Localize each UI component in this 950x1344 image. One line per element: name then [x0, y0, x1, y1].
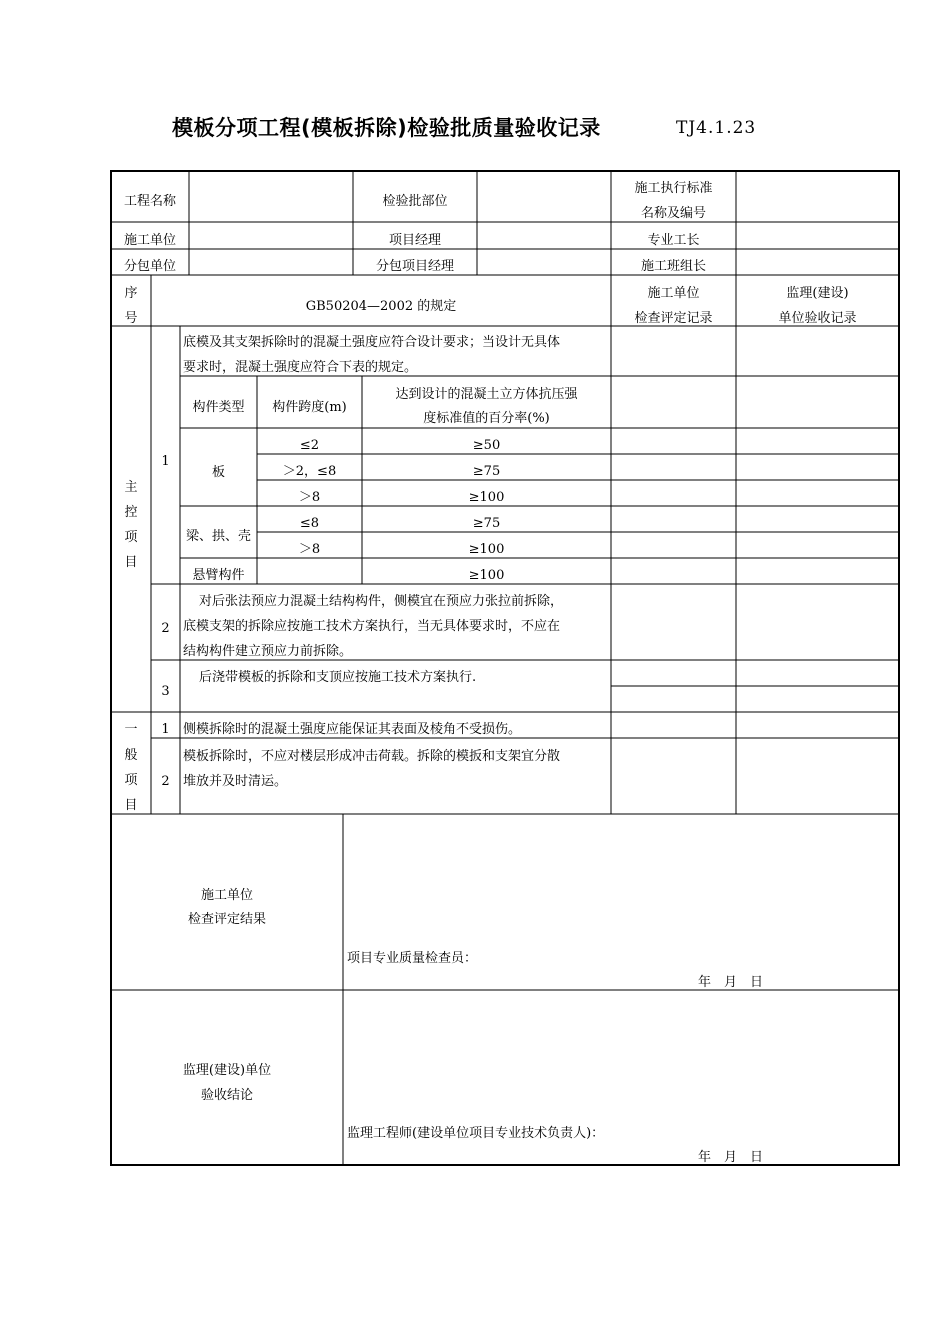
inspection-part-label: 检验批部位 [382, 194, 448, 209]
main-control-label-4: 目 [124, 555, 138, 570]
main-item-2-text-2: 底模支架的拆除应按施工技术方案执行，当无具体要求时，不应在 [183, 619, 561, 634]
row-type-beam: 梁、拱、壳 [185, 529, 251, 544]
general-label-4: 目 [124, 798, 138, 813]
main-item-1-no: 1 [161, 454, 170, 469]
check-header-1: 施工单位 [647, 286, 700, 301]
general-label-2: 般 [124, 748, 138, 763]
main-control-label-3: 项 [124, 530, 138, 545]
result-signer: 项目专业质量检查员： [347, 951, 478, 966]
seq-header-2: 号 [124, 311, 138, 326]
general-label-3: 项 [124, 773, 138, 788]
row-1-span: ≤2 [299, 438, 320, 453]
supervise-header-1: 监理(建设) [786, 286, 849, 301]
general-item-2-text-1: 模板拆除时，不应对楼层形成冲击荷载。拆除的模扳和支架宜分散 [183, 749, 561, 764]
project-name-label: 工程名称 [123, 194, 176, 209]
foreman-label: 专业工长 [647, 233, 700, 248]
document-title: 模板分项工程(模板拆除)检验批质量验收记录 [172, 116, 601, 140]
standard-label-line1: 施工执行标准 [634, 181, 713, 196]
sub-manager-label: 分包项目经理 [375, 259, 454, 274]
supervise-header-2: 单位验收记录 [778, 311, 857, 326]
conclusion-date: 年 月 日 [698, 1150, 764, 1165]
row-5-pct: ≥100 [468, 542, 505, 557]
result-date: 年 月 日 [698, 975, 764, 990]
general-item-2-no: 2 [161, 774, 170, 789]
main-item-1-text-1: 底模及其支架拆除时的混凝土强度应符合设计要求；当设计无具体 [183, 335, 561, 350]
row-type-slab: 板 [211, 465, 225, 480]
main-item-1-text-2: 要求时，混凝土强度应符合下表的规定。 [183, 360, 418, 375]
document-code: TJ4.1.23 [676, 118, 757, 138]
row-2-pct: ≥75 [472, 464, 501, 479]
seq-header-1: 序 [124, 286, 138, 301]
row-2-span: ＞2，≤8 [282, 464, 337, 479]
construction-unit-label: 施工单位 [123, 233, 176, 248]
subcontractor-label: 分包单位 [123, 259, 176, 274]
table-head-span: 构件跨度(m) [272, 400, 347, 415]
standard-label-line2: 名称及编号 [640, 206, 706, 221]
general-item-2-text-2: 堆放并及时清运。 [183, 774, 288, 789]
general-label-1: 一 [124, 722, 138, 737]
main-item-2-text-1: 对后张法预应力混凝土结构构件，侧模宜在预应力张拉前拆除， [199, 594, 564, 609]
main-item-2-no: 2 [161, 621, 170, 636]
conclusion-label-2: 验收结论 [200, 1088, 253, 1103]
spec-header: GB50204—2002 的规定 [305, 299, 457, 314]
general-item-1-no: 1 [161, 722, 170, 737]
row-1-pct: ≥50 [472, 438, 501, 453]
main-item-2-text-3: 结构构件建立预应力前拆除。 [183, 644, 353, 659]
project-manager-label: 项目经理 [388, 233, 441, 248]
row-3-pct: ≥100 [468, 490, 505, 505]
table-head-strength-1: 达到设计的混凝土立方体抗压强 [395, 387, 578, 402]
conclusion-signer: 监理工程师(建设单位项目专业技术负责人)： [347, 1126, 605, 1141]
table-head-strength-2: 度标准值的百分率(%) [423, 411, 550, 426]
row-type-cantilever: 悬臂构件 [192, 568, 245, 583]
check-header-2: 检查评定记录 [634, 311, 713, 326]
result-label-1: 施工单位 [200, 888, 253, 903]
row-4-span: ≤8 [299, 516, 320, 531]
main-item-3-text: 后浇带模板的拆除和支顶应按施工技术方案执行. [199, 670, 477, 685]
team-leader-label: 施工班组长 [640, 259, 706, 274]
row-3-span: ＞8 [298, 490, 321, 505]
table-head-type: 构件类型 [192, 400, 245, 415]
main-item-3-no: 3 [161, 684, 170, 699]
general-item-1-text: 侧模拆除时的混凝土强度应能保证其表面及棱角不受损伤。 [183, 722, 522, 737]
row-5-span: ＞8 [298, 542, 321, 557]
conclusion-label-1: 监理(建设)单位 [182, 1063, 272, 1078]
row-6-pct: ≥100 [468, 568, 505, 583]
main-control-label-2: 控 [124, 505, 138, 520]
row-4-pct: ≥75 [472, 516, 501, 531]
main-control-label-1: 主 [124, 480, 138, 495]
result-label-2: 检查评定结果 [187, 912, 266, 927]
